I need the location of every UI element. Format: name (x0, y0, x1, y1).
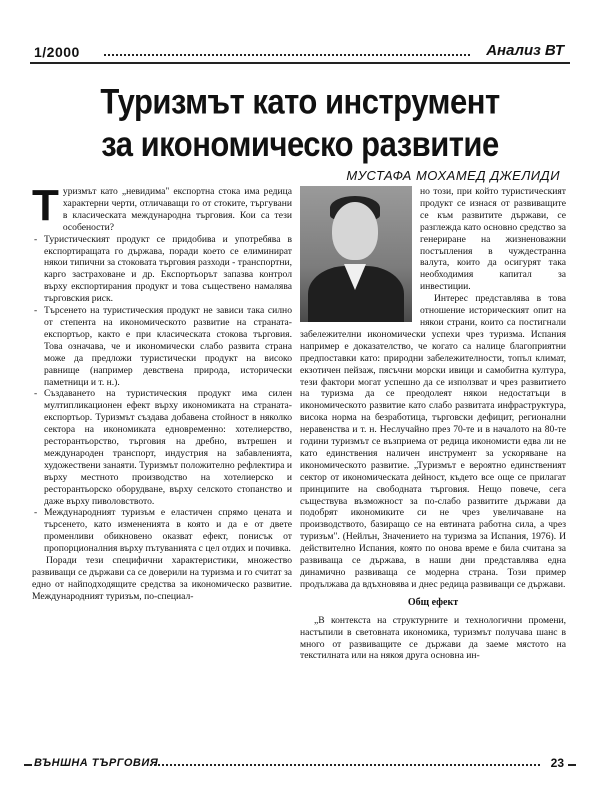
page-number: 23 (550, 756, 564, 770)
list-item: - Международният туризъм е еластичен спрямо цената и търсенето, като измененията в която и да е от двете променливи обикновено оказват ефект, понисък от пропорционалния върху пътуванията с цел отдих и почивка. (32, 507, 292, 555)
right-column (300, 186, 566, 662)
author-byline: МУСТАФА МОХАМЕД ДЖЕЛИДИ (346, 168, 560, 183)
subheading: Общ ефект (407, 596, 459, 608)
body-paragraph: Поради тези специфични характеристики, множество развиващи се държави са се доверили на туризма и го считат за едно от найподходящите средства за икономическо развитие. Международният туризъм, по-специал- (32, 555, 292, 602)
section-name: Анализ ВТ (486, 42, 564, 59)
footer-lead-rule (24, 764, 32, 766)
footer-trail-rule (568, 764, 576, 766)
article-title (40, 80, 560, 165)
body-paragraph: но този, при който туристическият продукт се изнася от развиващите се към развитите държави, се разглежда като основно средство за генериране на жизненоважни постъпления в чуждестранна валута, които да осигурят така необходимия капитал за инвестиции. (420, 186, 566, 293)
list-item: - Търсенето на туристическия продукт не зависи така силно от степента на икономическото развитие на страната-експортьор, както е при класическата стокова търговия. Това означава, че и икономически слабо развита страна може да предложи туристически продукт на високо равнище (например девствена природа, исторически паметници и т. н.). (32, 305, 292, 388)
header-rule (30, 62, 570, 64)
intro-paragraph (32, 181, 292, 234)
header-dotted-rule (104, 54, 470, 56)
body-paragraph: „В контекста на структурните и технологични промени, настъпили в световната икономика, туризмът получава шанс в много от развиващите се държави да заеме мястото на текстилната или на някоя друга основна ин- (300, 614, 566, 662)
author-photo (300, 186, 412, 322)
photo-face (332, 202, 378, 260)
intro-text: уризмът като „невидима" експортна стока има редица характерни черти, отличаващи го от стоките, търгувани в класическата международна търговия. Кои са тези особености? (62, 186, 292, 233)
title-line-2: за икономическо развитие (101, 123, 499, 164)
issue-number: 1/2000 (34, 44, 80, 60)
left-column (32, 181, 292, 603)
list-item: - Създаването на туристическия продукт има силен мултипликационен ефект върху икономиката на страната-експортьор. Туризмът създава добавена стойност в няколко сектора на икономиката едновременно: хотелиерство, ресторантьорство, търговия на дребно, вътрешен и международен транспорт, индустрия на забавленията, художествени занаяти. Туризмът положително рефлектира и върху местното производство на хотелиерско и ресторантьорско оборудване, върху селското стопанство и даже върху пиволовството. (32, 388, 292, 507)
footer-dotted-rule (150, 764, 540, 766)
drop-cap: Т (32, 181, 59, 230)
body-paragraph: Интерес представлява в това отношение историческият опит на някои страни, които са постигнали забележителни икономически успехи чрез туризма. Испания например е доказателство, че когато са налице благоприятни предпоставки като: природни забележителности, топъл климат, екзотичен пейзаж, пясъчни морски ивици и самобитна култура, тези фактори могат успешно да се използват и чрез развитието на туризма да се преодолеят някои недостатъци в икономическото развитие като слабо развитата инфраструктура, висока норма на безработица, търговски дефицит, регионални неравенства и т. н. Неслучайно през 70-те и в началото на 80-те години туризмът се възприема от редица икономисти едва ли не като единствения наличен инструмент за ускоряване на икономическото развитие. „Туризмът е вероятно единственият сектор от икономическата дейност, където все още се прилагат принципите на свободната търговия. Нещо повече, сега съществува възможност за по-слабо развитите държави да подобрят икономиките си не чрез увеличаване на производството, базиращо се на евтината работна сила, а чрез туризъм". (Нейлън, Значението на туризма за Испания, 1976). И действително Испания, която по онова време е била считана за развиваща се държава, в наши дни представлява една динамично развиваща се модерна страна. Този пример продължава да вдъхновява и днес редица развиващи се държави. (300, 293, 566, 590)
title-line-1: Туризмът като инструмент (100, 81, 500, 122)
features-list (32, 234, 292, 555)
list-item: - Туристическият продукт се придобива и употребява в експортиращата го държава, поради което се елиминират някои типични за стоковата търговия разходи - транспортни, карго застраховане и др. Експортьорът запазва контрол върху експортирания продукт и това съществено намалява търговския риск. (32, 234, 292, 305)
publication-name: ВЪНШНА ТЪРГОВИЯ (34, 757, 159, 769)
